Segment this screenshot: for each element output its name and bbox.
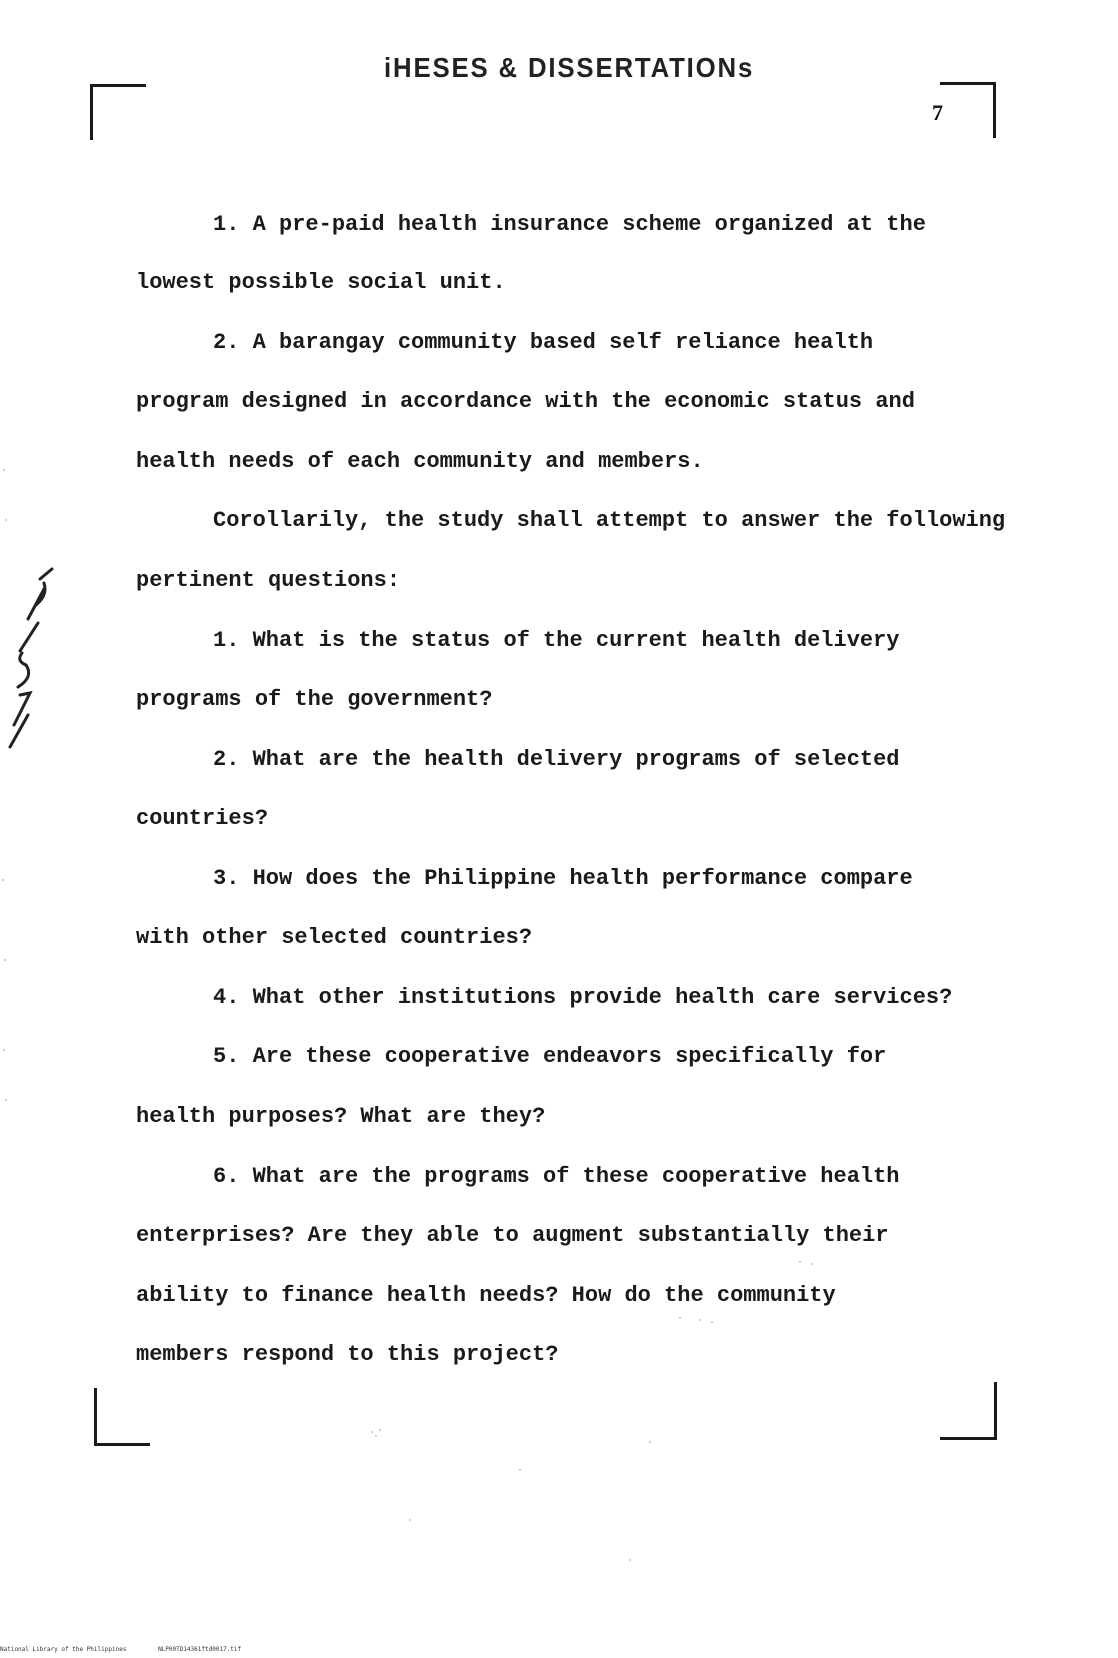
scan-footer: [0, 1646, 269, 1653]
text-line: program designed in accordance with the economic status and: [136, 389, 915, 414]
text-line: 2. What are the health delivery programs of selected: [213, 747, 900, 772]
footer-filename: NLP00TD14361ftd0017.tif: [158, 1646, 242, 1653]
crop-mark-top-right-horizontal: [940, 82, 996, 85]
text-line: programs of the government?: [136, 687, 493, 712]
text-line: 6. What are the programs of these cooperative health: [213, 1164, 900, 1189]
text-line: 5. Are these cooperative endeavors specifically for: [213, 1044, 887, 1069]
crop-mark-bottom-right-horizontal: [940, 1437, 997, 1440]
text-line: 1. A pre-paid health insurance scheme organized at the: [213, 212, 926, 237]
handwritten-margin-annotation: [0, 565, 60, 755]
crop-mark-bottom-right-vertical: [994, 1382, 997, 1440]
text-line: pertinent questions:: [136, 568, 401, 593]
text-line: 3. How does the Philippine health performance compare: [213, 866, 913, 891]
text-line: 1. What is the status of the current health delivery: [213, 628, 900, 653]
text-line: enterprises? Are they able to augment substantially their: [136, 1223, 889, 1248]
crop-mark-top-left-horizontal: [90, 84, 146, 87]
text-line: ability to finance health needs? How do the community: [136, 1283, 836, 1308]
text-line: 2. A barangay community based self reliance health: [213, 330, 874, 355]
footer-library: National Library of the Philippines: [0, 1646, 127, 1653]
crop-mark-bottom-left-horizontal: [94, 1443, 150, 1446]
text-line: with other selected countries?: [136, 925, 533, 950]
page-number: 7: [932, 100, 943, 125]
text-line: 4. What other institutions provide health care services?: [213, 985, 953, 1010]
crop-mark-bottom-left-vertical: [94, 1388, 97, 1446]
text-line: health needs of each community and members.: [136, 449, 704, 474]
crop-mark-top-left-vertical: [90, 84, 93, 140]
crop-mark-top-right-vertical: [993, 82, 996, 138]
text-line: Corollarily, the study shall attempt to answer the following: [213, 508, 1006, 533]
text-line: lowest possible social unit.: [136, 270, 506, 295]
header-stamp: iHESES & DISSERTATIONs: [384, 52, 755, 83]
text-line: members respond to this project?: [136, 1342, 559, 1367]
text-line: health purposes? What are they?: [136, 1104, 546, 1129]
text-line: countries?: [136, 806, 269, 831]
